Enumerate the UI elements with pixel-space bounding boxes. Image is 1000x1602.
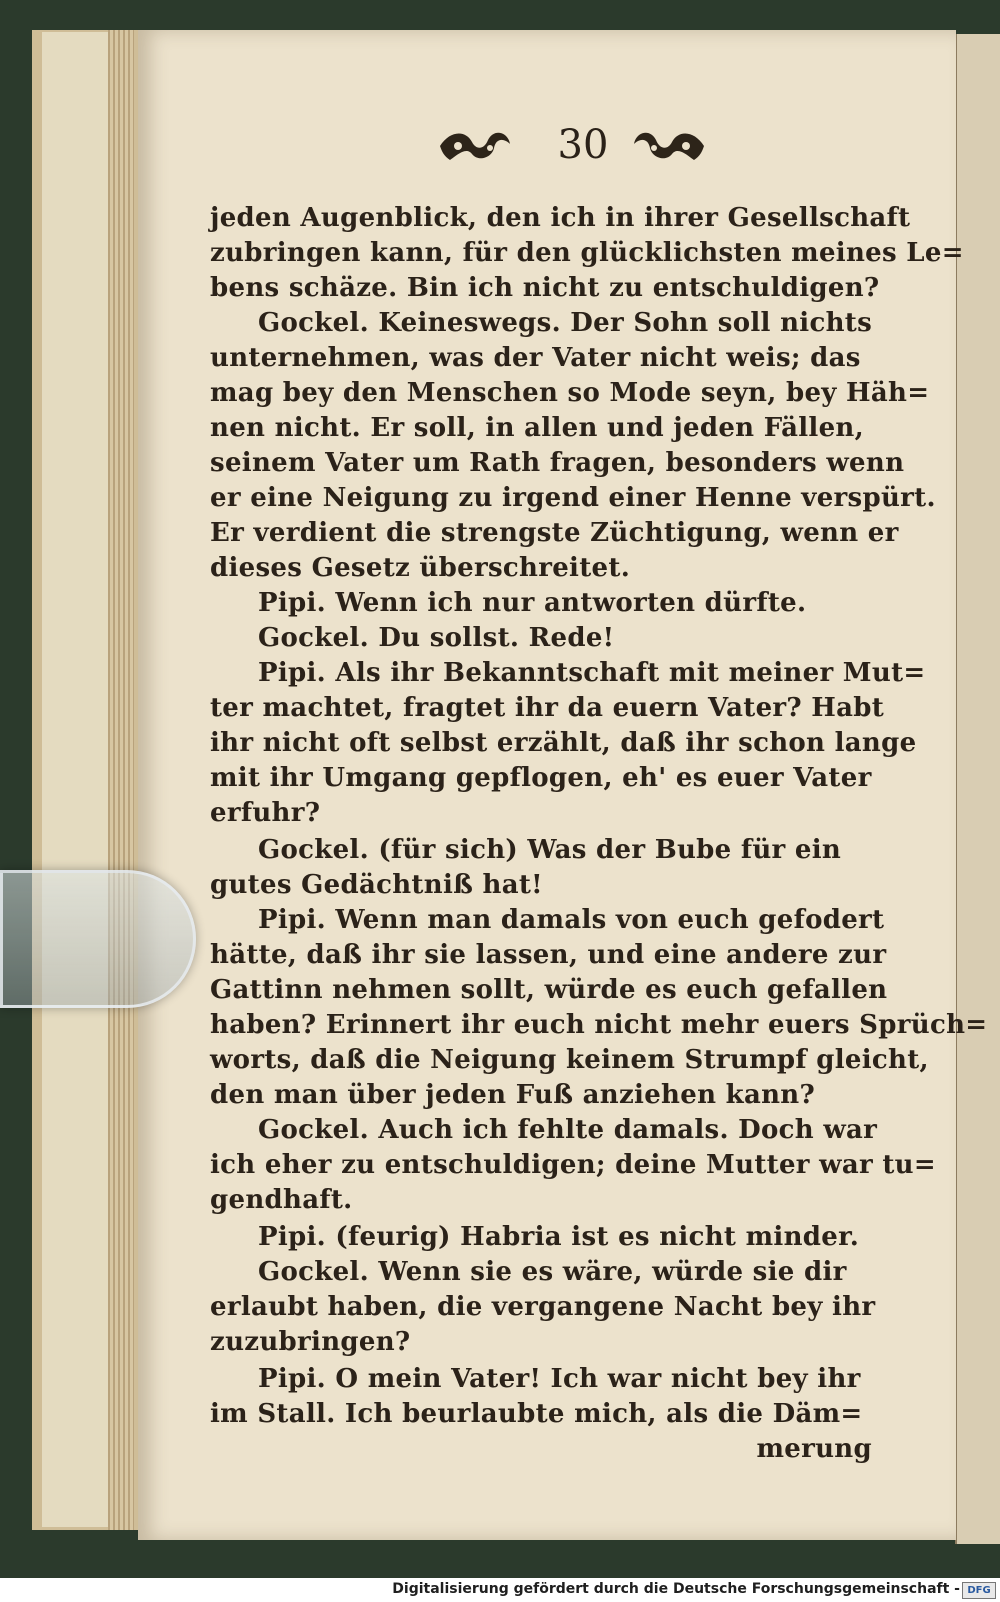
text-line: mag bey den Menschen so Mode seyn, bey Häh= — [210, 378, 930, 408]
text-line: unternehmen, was der Vater nicht weis; das — [210, 343, 861, 373]
page-header — [138, 116, 956, 176]
text-line: Pipi. Wenn man damals von euch gefodert — [258, 905, 885, 935]
footer-credit: Digitalisierung gefördert durch die Deutsche Forschungsgemeinschaft - — [392, 1581, 960, 1597]
page-edges — [108, 30, 134, 1530]
text-line: jeden Augenblick, den ich in ihrer Gesellschaft — [210, 203, 911, 233]
text-line: gutes Gedächtniß hat! — [210, 870, 543, 900]
ornament-right-icon — [630, 126, 708, 166]
text-line: Er verdient die strengste Züchtigung, wenn er — [210, 518, 899, 548]
text-line: Gockel. (für sich) Was der Bube für ein — [258, 835, 842, 865]
text-line: ihr nicht oft selbst erzählt, daß ihr schon lange — [210, 728, 917, 758]
page-clamp — [0, 870, 196, 1008]
text-line: nen nicht. Er soll, in allen und jeden Fällen, — [210, 413, 864, 443]
text-line: im Stall. Ich beurlaubte mich, als die Däm= — [210, 1399, 863, 1429]
ornament-left-icon — [436, 126, 514, 166]
digitization-footer — [0, 1578, 1000, 1602]
text-line: seinem Vater um Rath fragen, besonders wenn — [210, 448, 905, 478]
text-line: haben? Erinnert ihr euch nicht mehr euers Sprüch= — [210, 1010, 988, 1040]
catchword: merung — [756, 1434, 872, 1464]
text-line: Gockel. Auch ich fehlte damals. Doch war — [258, 1115, 878, 1145]
book-page — [138, 30, 988, 1540]
text-line: ter machtet, fragtet ihr da euern Vater? Habt — [210, 693, 885, 723]
text-line: Pipi. Wenn ich nur antworten dürfte. — [258, 588, 807, 618]
text-line: worts, daß die Neigung keinem Strumpf gleicht, — [210, 1045, 929, 1075]
text-line: zubringen kann, für den glücklichsten meines Le= — [210, 238, 964, 268]
text-line: mit ihr Umgang gepflogen, eh' es euer Vater — [210, 763, 872, 793]
text-line: dieses Gesetz überschreitet. — [210, 553, 631, 583]
text-line: Pipi. Als ihr Bekanntschaft mit meiner Mut= — [258, 658, 926, 688]
text-line: erlaubt haben, die vergangene Nacht bey ihr — [210, 1292, 876, 1322]
page-number: 30 — [557, 122, 609, 168]
text-line: den man über jeden Fuß anziehen kann? — [210, 1080, 816, 1110]
text-line: Gattinn nehmen sollt, würde es euch gefallen — [210, 975, 888, 1005]
text-line: erfuhr? — [210, 798, 321, 828]
text-line: er eine Neigung zu irgend einer Henne verspürt. — [210, 483, 936, 513]
text-line: zuzubringen? — [210, 1327, 411, 1357]
text-line: Gockel. Wenn sie es wäre, würde sie dir — [258, 1257, 847, 1287]
text-line: Pipi. O mein Vater! Ich war nicht bey ihr — [258, 1364, 861, 1394]
text-line: hätte, daß ihr sie lassen, und eine andere zur — [210, 940, 887, 970]
text-line: Gockel. Du sollst. Rede! — [258, 623, 615, 653]
text-line: gendhaft. — [210, 1185, 353, 1215]
text-line: bens schäze. Bin ich nicht zu entschuldigen? — [210, 273, 880, 303]
left-page-strip — [42, 32, 112, 1527]
text-line: ich eher zu entschuldigen; deine Mutter war tu= — [210, 1150, 936, 1180]
dfg-logo: DFG — [962, 1582, 996, 1599]
text-line: Gockel. Keineswegs. Der Sohn soll nichts — [258, 308, 873, 338]
text-line: Pipi. (feurig) Habria ist es nicht minder. — [258, 1222, 860, 1252]
